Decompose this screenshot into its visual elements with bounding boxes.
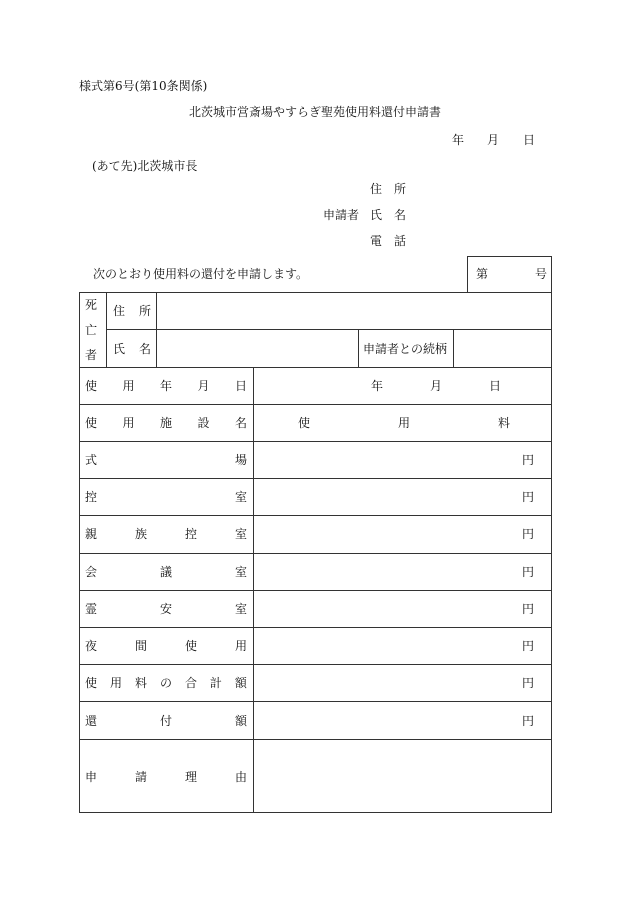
row-label-family-waiting-room <box>85 527 247 541</box>
row-5-char-1: 霊 <box>85 602 98 616</box>
deceased-name-field[interactable] <box>157 330 358 367</box>
row-6-char-1: 夜 <box>85 639 98 653</box>
date-day-label: 日 <box>523 133 536 147</box>
row-7-char-3: 料 <box>134 676 147 690</box>
row-4-unit: 円 <box>522 565 535 579</box>
deceased-name-label-1: 氏 <box>113 342 126 356</box>
applicant-phone-label: 電 話 <box>370 234 407 248</box>
row-label-night-use <box>85 639 247 653</box>
row-label-waiting-room <box>85 490 247 504</box>
row-5-char-2: 安 <box>159 602 172 616</box>
facility-header-char-4: 設 <box>197 416 210 430</box>
row-label-mortuary <box>85 602 247 616</box>
reason-char-2: 請 <box>134 770 147 784</box>
row-label-meeting-room <box>85 565 247 579</box>
row-7-char-1: 使 <box>85 676 98 690</box>
row-7-char-2: 用 <box>109 676 122 690</box>
row-6-char-4: 用 <box>234 639 247 653</box>
row-1-char-1: 式 <box>85 453 98 467</box>
row-4-amount-field[interactable] <box>254 554 519 590</box>
row-8-char-3: 額 <box>234 714 247 728</box>
row-7-char-5: 合 <box>184 676 197 690</box>
facility-header <box>85 416 247 430</box>
row-8-char-1: 還 <box>85 714 98 728</box>
usage-date-char-2: 用 <box>122 379 135 393</box>
date-year-label: 年 <box>452 133 465 147</box>
request-statement: 次のとおり使用料の還付を申請します。 <box>93 267 309 281</box>
date-month-label: 月 <box>487 133 500 147</box>
row-4-char-1: 会 <box>85 565 98 579</box>
row-3-amount-field[interactable] <box>254 516 519 553</box>
row-5-char-3: 室 <box>234 602 247 616</box>
relation-label: 申請者との続柄 <box>363 342 448 356</box>
row-7-char-7: 額 <box>234 676 247 690</box>
row-8-char-2: 付 <box>159 714 172 728</box>
fee-header-char-3: 料 <box>497 416 510 430</box>
row-6-unit: 円 <box>522 639 535 653</box>
usage-date-month[interactable]: 月 <box>430 379 443 393</box>
usage-date-char-5: 日 <box>234 379 247 393</box>
row-label-total-fee <box>85 676 247 690</box>
usage-date-year[interactable]: 年 <box>371 379 384 393</box>
row-6-char-2: 間 <box>134 639 147 653</box>
row-3-char-3: 控 <box>184 527 197 541</box>
document-title: 北茨城市営斎場やすらぎ聖苑使用料還付申請書 <box>188 105 441 119</box>
number-prefix: 第 <box>476 267 489 281</box>
row-3-char-2: 族 <box>134 527 147 541</box>
usage-date-char-4: 月 <box>197 379 210 393</box>
row-2-amount-field[interactable] <box>254 479 519 515</box>
row-3-unit: 円 <box>522 527 535 541</box>
row-6-amount-field[interactable] <box>254 628 519 664</box>
reason-char-4: 由 <box>234 770 247 784</box>
row-2-unit: 円 <box>522 490 535 504</box>
row-6-char-3: 使 <box>184 639 197 653</box>
row-3-char-1: 親 <box>85 527 98 541</box>
fee-header <box>298 416 510 430</box>
deceased-label-2: 亡 <box>85 323 98 337</box>
facility-header-char-1: 使 <box>85 416 98 430</box>
row-5-amount-field[interactable] <box>254 591 519 627</box>
row-1-amount-field[interactable] <box>254 442 519 478</box>
deceased-address-label-2: 所 <box>139 304 152 318</box>
row-4-char-2: 議 <box>159 565 172 579</box>
row-7-char-6: 計 <box>209 676 222 690</box>
applicant-name-label: 氏 名 <box>370 208 407 222</box>
facility-header-char-3: 施 <box>159 416 172 430</box>
facility-header-char-5: 名 <box>234 416 247 430</box>
row-7-amount-field[interactable] <box>254 665 519 701</box>
addressee: (あて先)北茨城市長 <box>92 159 198 173</box>
row-5-unit: 円 <box>522 602 535 616</box>
row-3-char-4: 室 <box>234 527 247 541</box>
facility-header-char-2: 用 <box>122 416 135 430</box>
reason-field[interactable] <box>254 740 551 812</box>
form-number: 様式第6号(第10条関係) <box>79 79 208 93</box>
row-1-char-2: 場 <box>234 453 247 467</box>
relation-field[interactable] <box>454 330 551 367</box>
row-1-unit: 円 <box>522 453 535 467</box>
row-label-ceremony-hall <box>85 453 247 467</box>
deceased-label-1: 死 <box>85 298 98 312</box>
reason-char-1: 申 <box>85 770 98 784</box>
applicant-group-label: 申請者 <box>323 208 360 222</box>
row-2-char-2: 室 <box>234 490 247 504</box>
row-2-char-1: 控 <box>85 490 98 504</box>
deceased-address-field[interactable] <box>157 293 551 329</box>
deceased-address-label-1: 住 <box>113 304 126 318</box>
row-7-char-4: の <box>159 676 172 690</box>
deceased-label-3: 者 <box>85 348 98 362</box>
row-7-unit: 円 <box>522 676 535 690</box>
reason-label <box>85 770 247 784</box>
usage-date-char-1: 使 <box>85 379 98 393</box>
reason-char-3: 理 <box>184 770 197 784</box>
usage-date-char-3: 年 <box>159 379 172 393</box>
usage-date-day[interactable]: 日 <box>489 379 502 393</box>
applicant-address-label: 住 所 <box>370 182 407 196</box>
fee-header-char-2: 用 <box>397 416 410 430</box>
usage-date-label <box>85 379 247 393</box>
fee-header-char-1: 使 <box>298 416 311 430</box>
number-suffix: 号 <box>535 267 548 281</box>
row-8-unit: 円 <box>522 714 535 728</box>
row-4-char-3: 室 <box>234 565 247 579</box>
deceased-name-label-2: 名 <box>139 342 152 356</box>
row-label-refund-amount <box>85 714 247 728</box>
row-8-amount-field[interactable] <box>254 702 519 739</box>
